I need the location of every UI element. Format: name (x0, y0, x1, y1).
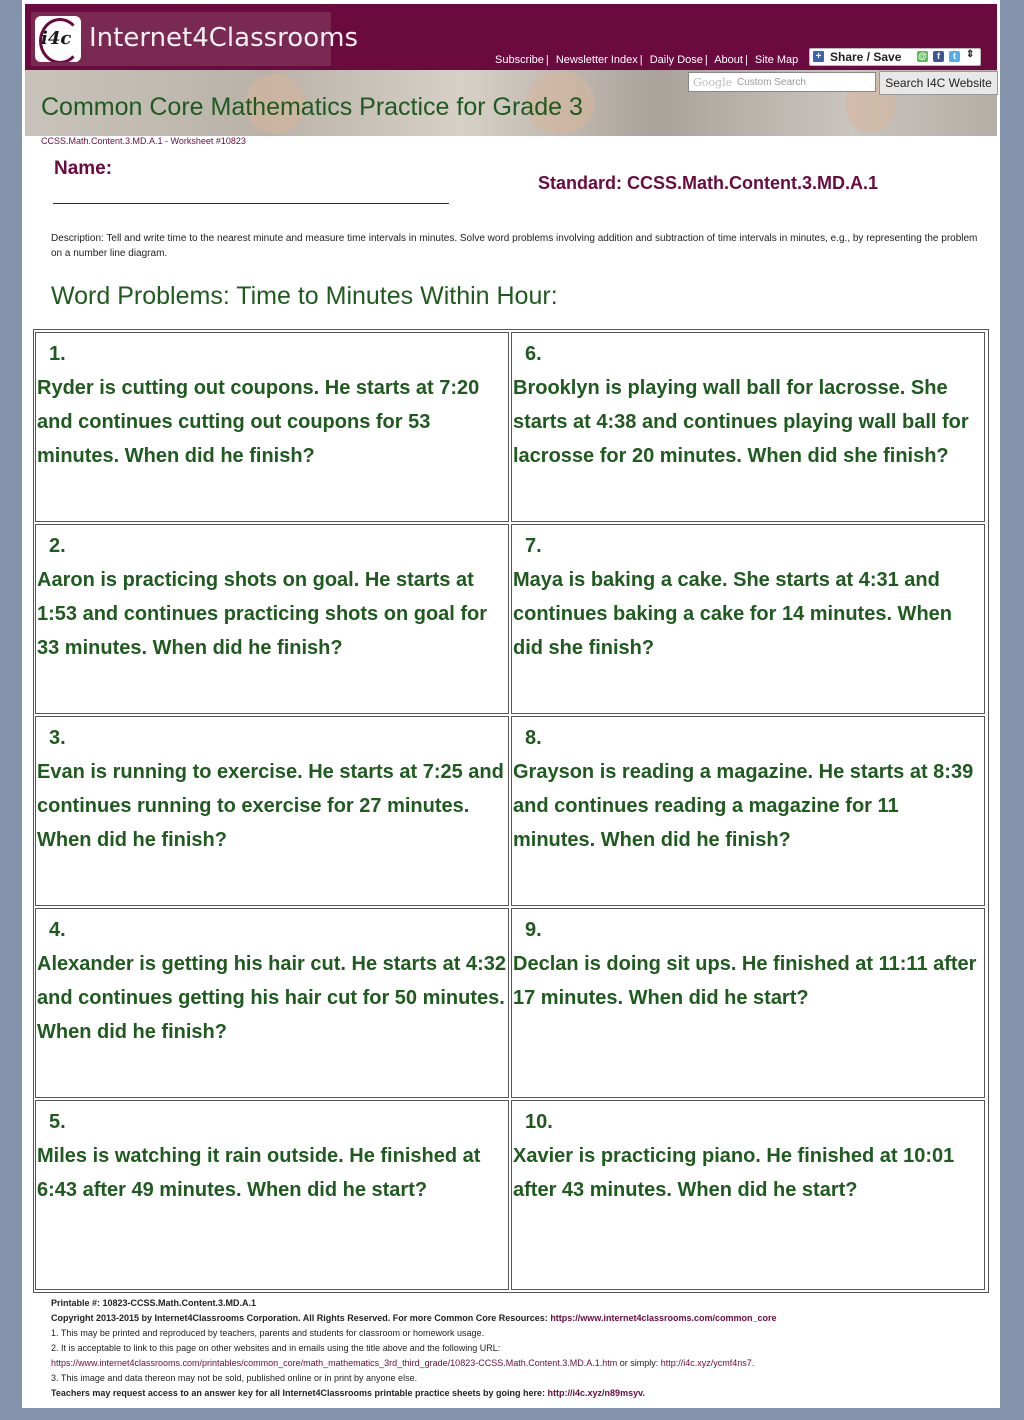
problem-text: Evan is running to exercise. He starts at 7:25 and continues running to exercise for 27 minutes. When did he finish? (37, 761, 504, 851)
share-plus-icon: + (813, 51, 824, 62)
worksheet-url-link[interactable]: https://www.internet4classrooms.com/printables/common_core/math_mathematics_3rd_third_grade/10823-CCSS.Math.Content.3.MD.A.1.htm (51, 1358, 618, 1368)
problem-cell (35, 716, 509, 906)
search-placeholder: Custom Search (737, 77, 806, 88)
problem-text: Miles is watching it rain outside. He finished at 6:43 after 49 minutes. When did he start? (37, 1145, 481, 1201)
worksheet-breadcrumb: CCSS.Math.Content.3.MD.A.1 - Worksheet #10823 (41, 136, 246, 146)
problem-text: Brooklyn is playing wall ball for lacrosse. She starts at 4:38 and continues playing wall ball for lacrosse for 20 minutes. When did she finish? (513, 377, 969, 467)
answer-key-text: Teachers may request access to an answer key for all Internet4Classrooms printable practice sheets by going here: (51, 1388, 546, 1398)
nav-link-newsletter-index[interactable]: Newsletter Index (555, 54, 638, 66)
page-title: Common Core Mathematics Practice for Grade 3 (41, 93, 583, 121)
problem-text: Alexander is getting his hair cut. He starts at 4:32 and continues getting his hair cut for 50 minutes. When did he finish? (37, 953, 507, 1043)
answer-key-link[interactable]: http://i4c.xyz/n89msyv. (547, 1388, 645, 1398)
common-core-link[interactable]: https://www.internet4classrooms.com/common_core (550, 1313, 777, 1323)
problem-number: 9. (525, 919, 542, 941)
problem-number: 10. (525, 1111, 553, 1133)
standard-label: Standard: CCSS.Math.Content.3.MD.A.1 (538, 173, 879, 193)
problem-cell (511, 524, 985, 714)
problem-number: 2. (49, 535, 66, 557)
printable-number: Printable #: 10823-CCSS.Math.Content.3.MD.A.1 (51, 1298, 257, 1308)
problem-cell (511, 716, 985, 906)
usage-line-3: 3. This image and data thereon may not be sold, published online or in print by anyone else. (51, 1373, 418, 1383)
problem-number: 1. (49, 343, 66, 365)
worksheet-page (22, 0, 1000, 1408)
problem-text: Maya is baking a cake. She starts at 4:31 and continues baking a cake for 14 minutes. When did she finish? (513, 569, 952, 659)
problem-number: 3. (49, 727, 66, 749)
site-header (25, 4, 997, 70)
google-logo: Google (693, 76, 733, 89)
worksheet-footer (51, 1296, 991, 1401)
worksheet-description: Description: Tell and write time to the nearest minute and measure time intervals in minutes. Solve word problems involving addition and subtraction of time intervals in minutes, e.g., by representing the problem on a number line diagram. (51, 233, 978, 259)
short-url-link[interactable]: http://i4c.xyz/ycmf4ns7. (660, 1358, 755, 1368)
problem-number: 6. (525, 343, 542, 365)
twitter-icon[interactable]: t (949, 51, 960, 62)
copyright-text: Copyright 2013-2015 by Internet4Classrooms Corporation. All Rights Reserved. For more Common Core Resources: (51, 1313, 548, 1323)
facebook-icon[interactable]: f (933, 51, 944, 62)
problem-text: Ryder is cutting out coupons. He starts at 7:20 and continues cutting out coupons for 53 minutes. When did he finish? (37, 377, 480, 467)
nav-link-site-map[interactable]: Site Map (754, 54, 799, 66)
custom-search-input[interactable] (688, 72, 876, 92)
logo-text: Internet4Classrooms (89, 23, 358, 53)
problem-cell (35, 908, 509, 1098)
problem-text: Declan is doing sit ups. He finished at 11:11 after 17 minutes. When did he start? (513, 953, 977, 1009)
usage-line-1: 1. This may be printed and reproduced by teachers, parents and students for classroom or homework usage. (51, 1328, 485, 1338)
nav-link-about[interactable]: About (714, 54, 743, 66)
url-or-text: or simply: (617, 1358, 661, 1368)
problem-cell (511, 1100, 985, 1290)
logo-mark-icon: i4c (35, 16, 81, 62)
email-share-icon[interactable]: @ (918, 51, 927, 61)
problem-number: 7. (525, 535, 542, 557)
problem-number: 5. (49, 1111, 66, 1133)
problem-cell (35, 332, 509, 522)
site-logo[interactable] (31, 12, 358, 66)
problem-cell (35, 1100, 509, 1290)
problem-text: Grayson is reading a magazine. He starts at 8:39 and continues reading a magazine for 11 minutes. When did he finish? (513, 761, 974, 851)
problem-cell (511, 908, 985, 1098)
name-underline (53, 203, 449, 204)
nav-link-subscribe[interactable]: Subscribe (495, 54, 544, 66)
top-nav: Subscribe | Newsletter Index | Daily Dose | About | Site Map (495, 54, 799, 66)
problem-number: 8. (525, 727, 542, 749)
problem-text: Xavier is practicing piano. He finished at 10:01 after 43 minutes. When did he start? (513, 1145, 955, 1201)
nav-link-daily-dose[interactable]: Daily Dose (649, 54, 703, 66)
section-title: Word Problems: Time to Minutes Within Hour: (51, 282, 558, 310)
problem-cell (35, 524, 509, 714)
name-label: Name: (54, 158, 113, 179)
problems-grid (33, 329, 989, 1293)
search-website-button[interactable]: Search I4C Website (879, 71, 998, 95)
share-save-button[interactable]: + Share / Save @ f t ⇕ (809, 48, 981, 66)
problem-cell (511, 332, 985, 522)
problem-number: 4. (49, 919, 66, 941)
problem-text: Aaron is practicing shots on goal. He starts at 1:53 and continues practicing shots on goal for 33 minutes. When did he finish? (37, 569, 488, 659)
chevron-updown-icon[interactable]: ⇕ (966, 49, 975, 60)
usage-line-2: 2. It is acceptable to link to this page on other websites and in emails using the title above and the following URL: (51, 1343, 501, 1353)
